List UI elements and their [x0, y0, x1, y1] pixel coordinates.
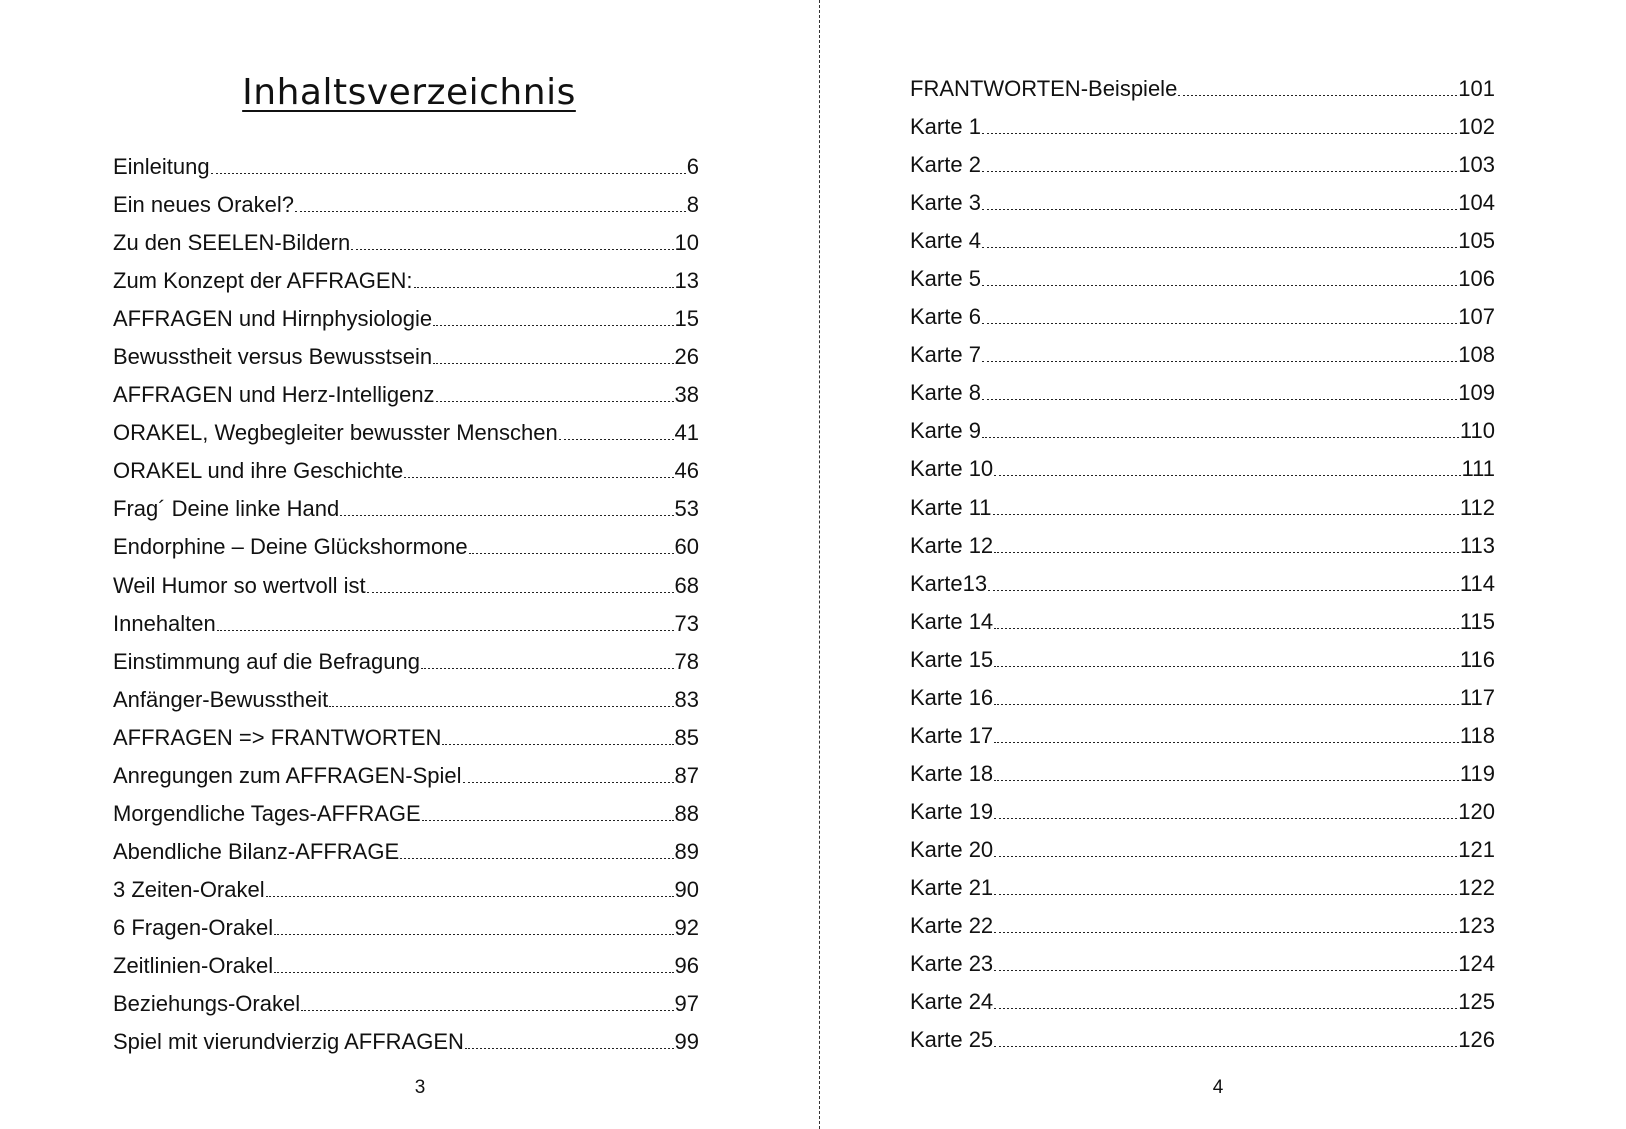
toc-entry-page-number: 115 — [1459, 608, 1495, 634]
toc-entry-page-number: 110 — [1459, 418, 1495, 444]
right-page — [821, 0, 1626, 1129]
toc-entry — [113, 148, 699, 186]
toc-leader-dots — [400, 858, 673, 859]
toc-entry — [910, 412, 1495, 450]
toc-entry — [113, 681, 699, 719]
toc-entry — [910, 108, 1495, 146]
toc-entry — [910, 260, 1495, 298]
toc-leader-dots — [433, 325, 673, 326]
toc-entry-page-number: 114 — [1459, 570, 1495, 596]
toc-entry — [910, 679, 1495, 717]
toc-entry-label: Spiel mit vierundvierzig AFFRAGEN — [113, 1029, 464, 1055]
toc-entry-label: Karte 23 — [910, 951, 994, 977]
toc-entry — [910, 527, 1495, 565]
toc-leader-dots — [982, 209, 1457, 210]
toc-entry — [910, 336, 1495, 374]
toc-leader-dots — [994, 970, 1457, 971]
toc-entry-label: Innehalten — [113, 610, 216, 636]
toc-entry — [910, 222, 1495, 260]
toc-entry-label: Frag´ Deine linke Hand — [113, 496, 340, 522]
toc-leader-dots — [994, 666, 1459, 667]
toc-entry-page-number: 125 — [1458, 989, 1495, 1015]
toc-entry-page-number: 90 — [674, 876, 699, 902]
toc-entry-label: Karte 25 — [910, 1027, 994, 1053]
toc-entry-page-number: 109 — [1458, 380, 1495, 406]
toc-entry-page-number: 41 — [674, 420, 699, 446]
toc-entry — [910, 603, 1495, 641]
toc-entry — [910, 755, 1495, 793]
toc-entry — [113, 376, 699, 414]
toc-leader-dots — [421, 668, 674, 669]
toc-entry-page-number: 78 — [674, 648, 699, 674]
toc-leader-dots — [217, 630, 674, 631]
toc-entry — [910, 70, 1495, 108]
toc-entry-page-number: 26 — [674, 344, 699, 370]
toc-leader-dots — [982, 399, 1457, 400]
toc-entry-label: Karte 7 — [910, 342, 981, 368]
toc-entry-label: Einleitung — [113, 154, 210, 179]
toc-leader-dots — [367, 592, 674, 593]
toc-leader-dots — [351, 249, 673, 250]
toc-leader-dots — [994, 704, 1459, 705]
toc-list-left — [113, 148, 699, 1061]
toc-entry-page-number: 105 — [1458, 228, 1495, 254]
toc-entry — [910, 793, 1495, 831]
toc-entry-page-number: 111 — [1461, 456, 1495, 482]
toc-entry-page-number: 83 — [674, 686, 699, 712]
toc-entry-label: 3 Zeiten-Orakel — [113, 876, 265, 902]
toc-entry-page-number: 92 — [674, 914, 699, 940]
toc-entry-page-number: 10 — [674, 230, 699, 256]
toc-entry-page-number: 122 — [1458, 874, 1495, 900]
toc-entry-label: ORAKEL und ihre Geschichte — [113, 458, 404, 484]
toc-entry-label: FRANTWORTEN-Beispiele — [910, 76, 1178, 101]
toc-leader-dots — [301, 1010, 673, 1011]
toc-entry-label: Karte 24 — [910, 989, 994, 1015]
page-number-right: 4 — [1212, 1077, 1224, 1098]
toc-entry-page-number: 118 — [1459, 722, 1495, 748]
toc-entry — [910, 184, 1495, 222]
toc-entry — [113, 186, 699, 224]
toc-entry-page-number: 73 — [674, 610, 699, 636]
toc-entry — [113, 490, 699, 528]
toc-entry — [113, 1023, 699, 1061]
toc-entry-label: Karte 18 — [910, 760, 994, 786]
toc-leader-dots — [1178, 95, 1457, 96]
toc-entry-page-number: 126 — [1458, 1027, 1495, 1053]
toc-entry-label: Zu den SEELEN-Bildern — [113, 230, 351, 256]
toc-entry — [113, 947, 699, 985]
toc-entry-page-number: 8 — [686, 192, 699, 218]
toc-entry-page-number: 106 — [1458, 266, 1495, 292]
toc-entry-label: Karte 3 — [910, 190, 981, 216]
toc-entry-label: Karte 14 — [910, 608, 994, 634]
toc-leader-dots — [994, 742, 1459, 743]
toc-entry-label: Karte 21 — [910, 874, 994, 900]
toc-leader-dots — [295, 211, 686, 212]
page-number-left: 3 — [414, 1077, 426, 1098]
toc-leader-dots — [463, 782, 674, 783]
toc-entry-page-number: 102 — [1458, 114, 1495, 140]
toc-entry-label: Karte 17 — [910, 722, 994, 748]
toc-entry — [113, 985, 699, 1023]
toc-leader-dots — [414, 287, 674, 288]
toc-entry-label: Anregungen zum AFFRAGEN-Spiel — [113, 762, 462, 788]
toc-entry-page-number: 112 — [1459, 494, 1495, 520]
toc-entry-label: Weil Humor so wertvoll ist — [113, 572, 366, 598]
toc-leader-dots — [340, 515, 673, 516]
toc-leader-dots — [274, 972, 673, 973]
toc-entry-label: Karte 10 — [910, 456, 994, 482]
toc-leader-dots — [469, 553, 674, 554]
toc-entry-page-number: 123 — [1458, 913, 1495, 939]
toc-entry-label: Karte 5 — [910, 266, 981, 292]
toc-entry-page-number: 38 — [674, 382, 699, 408]
toc-leader-dots — [994, 894, 1457, 895]
toc-leader-dots — [404, 477, 673, 478]
toc-leader-dots — [982, 247, 1457, 248]
toc-entry-page-number: 68 — [674, 572, 699, 598]
toc-entry-label: AFFRAGEN und Herz-Intelligenz — [113, 382, 435, 408]
toc-entry — [910, 374, 1495, 412]
toc-entry-label: Karte 20 — [910, 836, 994, 862]
toc-entry-page-number: 116 — [1459, 646, 1495, 672]
toc-entry-page-number: 121 — [1458, 836, 1495, 862]
toc-entry-page-number: 101 — [1458, 76, 1495, 101]
toc-entry — [113, 528, 699, 566]
toc-entry-label: Ein neues Orakel? — [113, 192, 294, 218]
toc-leader-dots — [982, 133, 1457, 134]
toc-entry-page-number: 97 — [674, 991, 699, 1017]
toc-entry — [910, 565, 1495, 603]
toc-title: Inhaltsverzeichnis — [242, 72, 576, 113]
toc-entry-label: Karte 2 — [910, 152, 981, 178]
toc-leader-dots — [994, 475, 1460, 476]
toc-entry — [113, 338, 699, 376]
toc-entry — [910, 146, 1495, 184]
toc-leader-dots — [982, 437, 1459, 438]
toc-entry — [910, 831, 1495, 869]
toc-leader-dots — [274, 934, 673, 935]
toc-entry-page-number: 120 — [1458, 798, 1495, 824]
toc-leader-dots — [994, 552, 1459, 553]
toc-entry-label: Karte 9 — [910, 418, 981, 444]
toc-entry — [113, 224, 699, 262]
toc-entry — [910, 298, 1495, 336]
toc-entry-label: Karte13 — [910, 570, 988, 596]
toc-leader-dots — [994, 1008, 1457, 1009]
toc-entry-label: Zeitlinien-Orakel — [113, 952, 274, 978]
toc-entry-page-number: 124 — [1458, 951, 1495, 977]
toc-leader-dots — [994, 932, 1457, 933]
toc-entry-page-number: 87 — [674, 762, 699, 788]
toc-leader-dots — [436, 401, 674, 402]
toc-entry — [910, 869, 1495, 907]
toc-entry-page-number: 96 — [674, 952, 699, 978]
toc-leader-dots — [994, 628, 1459, 629]
toc-leader-dots — [982, 285, 1457, 286]
toc-entry-page-number: 46 — [674, 458, 699, 484]
toc-leader-dots — [559, 439, 674, 440]
toc-entry — [113, 719, 699, 757]
toc-entry-label: AFFRAGEN und Hirnphysiologie — [113, 306, 433, 332]
toc-entry — [910, 907, 1495, 945]
toc-entry-page-number: 119 — [1459, 760, 1495, 786]
toc-entry-page-number: 108 — [1458, 342, 1495, 368]
toc-entry-label: Anfänger-Bewusstheit — [113, 686, 329, 712]
toc-entry-page-number: 89 — [674, 838, 699, 864]
toc-entry — [113, 452, 699, 490]
toc-entry-label: Karte 1 — [910, 114, 981, 140]
toc-entry-label: Karte 11 — [910, 494, 992, 520]
toc-leader-dots — [994, 1046, 1457, 1047]
toc-entry — [113, 262, 699, 300]
toc-leader-dots — [329, 706, 673, 707]
toc-entry-page-number: 6 — [686, 154, 699, 179]
toc-entry-page-number: 113 — [1459, 532, 1495, 558]
toc-entry — [113, 605, 699, 643]
toc-entry-label: Karte 8 — [910, 380, 981, 406]
toc-entry-label: 6 Fragen-Orakel — [113, 914, 274, 940]
toc-entry-label: Karte 16 — [910, 684, 994, 710]
toc-entry — [113, 643, 699, 681]
toc-entry — [113, 414, 699, 452]
toc-entry — [910, 717, 1495, 755]
toc-leader-dots — [994, 818, 1457, 819]
toc-entry-label: Karte 15 — [910, 646, 994, 672]
page-divider — [819, 0, 820, 1129]
toc-entry — [113, 795, 699, 833]
toc-entry-page-number: 117 — [1459, 684, 1495, 710]
toc-list-right — [910, 70, 1495, 1059]
toc-entry-label: ORAKEL, Wegbegleiter bewusster Menschen — [113, 420, 558, 446]
toc-leader-dots — [211, 173, 686, 174]
toc-entry-label: Einstimmung auf die Befragung — [113, 648, 420, 674]
toc-entry — [910, 983, 1495, 1021]
toc-entry — [910, 489, 1495, 527]
toc-entry-label: AFFRAGEN => FRANTWORTEN — [113, 724, 442, 750]
toc-entry-label: Abendliche Bilanz-AFFRAGE — [113, 838, 400, 864]
toc-entry-label: Zum Konzept der AFFRAGEN: — [113, 268, 413, 294]
toc-entry-label: Karte 4 — [910, 228, 981, 254]
toc-leader-dots — [982, 323, 1457, 324]
toc-entry — [910, 641, 1495, 679]
toc-entry — [113, 909, 699, 947]
toc-leader-dots — [994, 780, 1459, 781]
toc-entry-page-number: 88 — [674, 800, 699, 826]
toc-entry-page-number: 107 — [1458, 304, 1495, 330]
toc-leader-dots — [982, 171, 1457, 172]
toc-entry-label: Karte 19 — [910, 798, 994, 824]
toc-entry — [113, 833, 699, 871]
toc-entry-page-number: 15 — [674, 306, 699, 332]
toc-entry-page-number: 60 — [674, 534, 699, 560]
toc-entry — [910, 1021, 1495, 1059]
toc-entry-label: Karte 22 — [910, 913, 994, 939]
toc-leader-dots — [994, 856, 1457, 857]
toc-leader-dots — [982, 361, 1457, 362]
toc-entry — [910, 450, 1495, 488]
toc-entry-page-number: 13 — [674, 268, 699, 294]
toc-entry-page-number: 103 — [1458, 152, 1495, 178]
toc-entry — [113, 757, 699, 795]
toc-leader-dots — [988, 590, 1459, 591]
toc-entry — [113, 300, 699, 338]
toc-entry-page-number: 53 — [674, 496, 699, 522]
toc-entry-label: Karte 12 — [910, 532, 994, 558]
toc-entry-page-number: 85 — [674, 724, 699, 750]
toc-entry-page-number: 104 — [1458, 190, 1495, 216]
toc-leader-dots — [465, 1048, 674, 1049]
toc-entry-label: Beziehungs-Orakel — [113, 991, 301, 1017]
toc-entry-label: Morgendliche Tages-AFFRAGE — [113, 800, 421, 826]
toc-entry-label: Karte 6 — [910, 304, 981, 330]
toc-leader-dots — [993, 514, 1459, 515]
toc-entry-label: Endorphine – Deine Glückshormone — [113, 534, 468, 560]
toc-leader-dots — [266, 896, 674, 897]
toc-leader-dots — [422, 820, 674, 821]
toc-leader-dots — [433, 363, 673, 364]
toc-entry-page-number: 99 — [674, 1029, 699, 1055]
toc-leader-dots — [442, 744, 673, 745]
toc-entry — [910, 945, 1495, 983]
toc-entry — [113, 567, 699, 605]
toc-entry — [113, 871, 699, 909]
toc-entry-label: Bewusstheit versus Bewusstsein — [113, 344, 433, 370]
